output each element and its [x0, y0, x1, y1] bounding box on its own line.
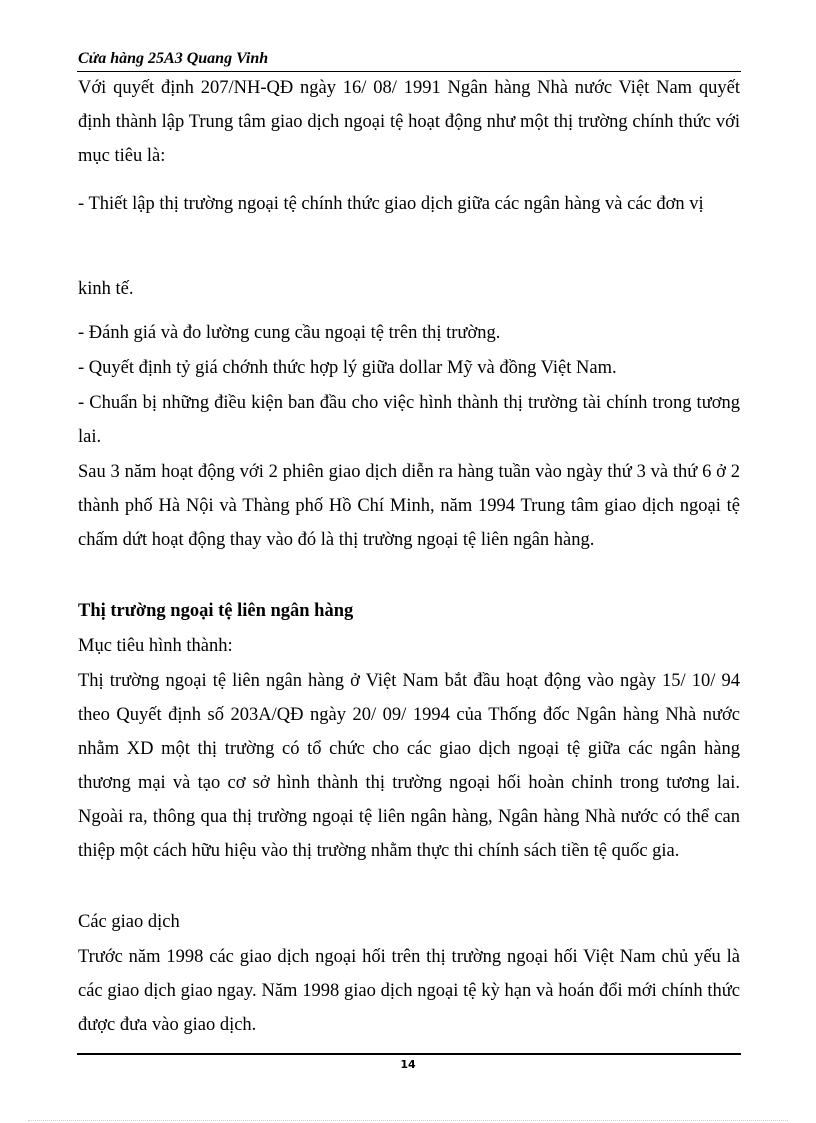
section-heading: Thị trường ngoại tệ liên ngân hàng	[78, 601, 354, 621]
paragraph-goal-1: - Thiết lập thị trường ngoại tệ chính thức giao dịch giữa các ngân hàng và các đơn vị	[78, 194, 704, 214]
footer-divider	[77, 1053, 741, 1055]
paragraph-history: Sau 3 năm hoạt động với 2 phiên giao dịch diễn ra hàng tuần vào ngày thứ 3 và thứ 6 ở 2 thành phố Hà Nội và Thàng phố Hồ Chí Minh, năm 1994 Trung tâm giao dịch ngoại tệ chấm dứt hoạt động thay vào đó là thị trường ngoại tệ liên ngân hàng.	[78, 462, 740, 550]
paragraph-transactions: Trước năm 1998 các giao dịch ngoại hối trên thị trường ngoại hối Việt Nam chủ yếu là các giao dịch giao ngay. Năm 1998 giao dịch ngoại tệ kỳ hạn và hoán đổi mới chính thức được đưa vào giao dịch.	[78, 947, 740, 1035]
paragraph-goal-3: - Quyết định tỷ giá chớnh thức hợp lý giữa dollar Mỹ và đồng Việt Nam.	[78, 358, 617, 378]
header-title: Cửa hàng 25A3 Quang Vinh	[78, 50, 269, 67]
page-edge-divider	[28, 1120, 788, 1121]
paragraph-objectives: Thị trường ngoại tệ liên ngân hàng ở Việt Nam bắt đầu hoạt động vào ngày 15/ 10/ 94 theo Quyết định số 203A/QĐ ngày 20/ 09/ 1994 của Thống đốc Ngân hàng Nhà nước nhằm XD một thị trường có tổ chức cho các giao dịch ngoại tệ giữa các ngân hàng thương mại và tạo cơ sở hình thành thị trường ngoại hối hoàn chỉnh trong tương lai. Ngoài ra, thông qua thị trường ngoại tệ liên ngân hàng, Ngân hàng Nhà nước có thể can thiệp một cách hữu hiệu vào thị trường nhằm thực thi chính sách tiền tệ quốc gia.	[78, 671, 740, 861]
paragraph-goal-4: - Chuẩn bị những điều kiện ban đầu cho việc hình thành thị trường tài chính trong tương lai.	[78, 393, 740, 447]
paragraph-goal-2: - Đánh giá và đo lường cung cầu ngoại tệ trên thị trường.	[78, 323, 501, 343]
paragraph-intro: Với quyết định 207/NH-QĐ ngày 16/ 08/ 1991 Ngân hàng Nhà nước Việt Nam quyết định thành lập Trung tâm giao dịch ngoại tệ hoạt động như một thị trường chính thức với mục tiêu là:	[78, 78, 740, 166]
page-number: 14	[400, 1058, 416, 1071]
subheading-transactions: Các giao dịch	[78, 912, 180, 932]
paragraph-goal-1-cont: kinh tế.	[78, 279, 134, 299]
subheading-objectives: Mục tiêu hình thành:	[78, 636, 233, 656]
